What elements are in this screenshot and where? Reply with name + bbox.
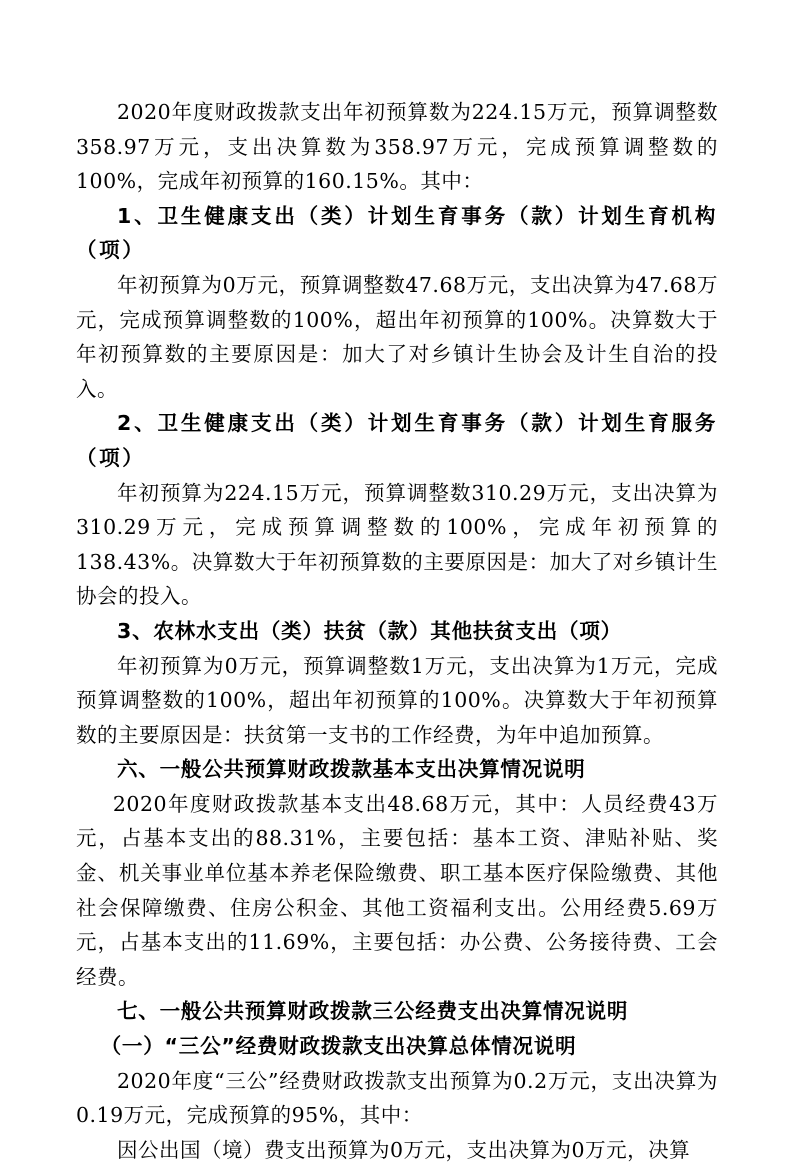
section-heading-1: 1、卫生健康支出（类）计划生育事务（款）计划生育机构（项） bbox=[76, 203, 718, 263]
chapter-heading-6: 六、一般公共预算财政拨款基本支出决算情况说明 bbox=[117, 757, 586, 782]
chapter-heading-7: 七、一般公共预算财政拨款三公经费支出决算情况说明 bbox=[117, 999, 629, 1024]
three-public-paragraph: 2020年度“三公”经费财政拨款支出预算为0.2万元，支出决算为0.19万元，完成预算的95%，其中： bbox=[76, 1068, 718, 1128]
subsection-heading-1: （一）“三公”经费财政拨款支出决算总体情况说明 bbox=[100, 1034, 577, 1059]
intro-paragraph: 2020年度财政拨款支出年初预算数为224.15万元，预算调整数358.97万元，支出决算数为358.97万元，完成预算调整数的100%，完成年初预算的160.15%。其中： bbox=[76, 100, 718, 194]
section-1-paragraph: 年初预算为0万元，预算调整数47.68万元，支出决算为47.68万元，完成预算调整数的100%，超出年初预算的100%。决算数大于年初预算数的主要原因是：加大了对乡镇计生协会及计生自治的投入。 bbox=[76, 272, 718, 401]
document-page bbox=[76, 95, 718, 1167]
section-3-paragraph: 年初预算为0万元，预算调整数1万元，支出决算为1万元，完成预算调整数的100%，超出年初预算的100%。决算数大于年初预算数的主要原因是：扶贫第一支书的工作经费，为年中追加预算。 bbox=[76, 653, 718, 747]
section-heading-2: 2、卫生健康支出（类）计划生育事务（款）计划生育服务（项） bbox=[76, 411, 718, 470]
overseas-trip-paragraph: 因公出国（境）费支出预算为0万元，支出决算为0万元，决算 bbox=[117, 1137, 691, 1162]
basic-expenditure-paragraph: 2020年度财政拨款基本支出48.68万元，其中：人员经费43万元，占基本支出的88.31%，主要包括：基本工资、津贴补贴、奖金、机关事业单位基本养老保险缴费、职工基本医疗保险缴费、其他社会保障缴费、住房公积金、其他工资福利支出。公用经费5.69万元，占基本支出的11.69%，主要包括：办公费、公务接待费、工会经费。 bbox=[76, 791, 718, 989]
section-heading-3: 3、农林水支出（类）扶贫（款）其他扶贫支出（项） bbox=[117, 618, 622, 643]
section-2-paragraph: 年初预算为224.15万元，预算调整数310.29万元，支出决算为310.29万元，完成预算调整数的100%，完成年初预算的138.43%。决算数大于年初预算数的主要原因是：加大了对乡镇计生协会的投入。 bbox=[76, 480, 718, 609]
